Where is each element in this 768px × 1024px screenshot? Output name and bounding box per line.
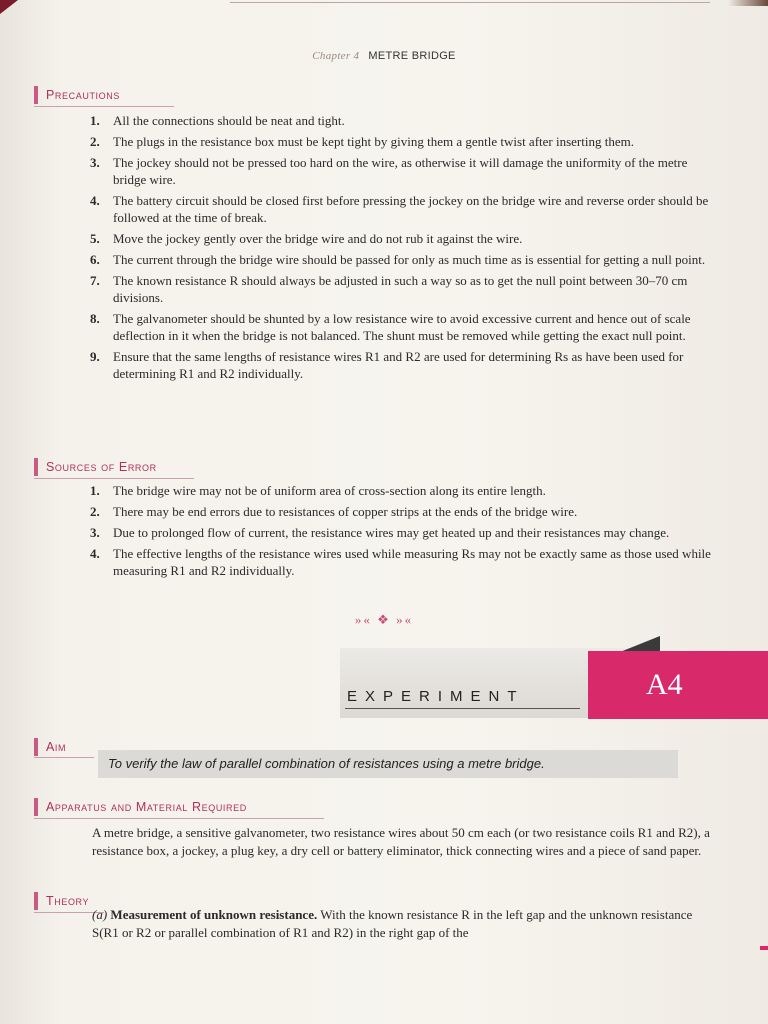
item-number: 2. [90,134,100,149]
item-text: Move the jockey gently over the bridge wire and do not rub it against the wire. [113,231,523,246]
item-text: The known resistance R should always be adjusted in such a way so as to get the null point between 30–70 cm divisions. [113,273,688,305]
item-text: There may be end errors due to resistances of copper strips at the ends of the bridge wire. [113,504,578,519]
apparatus-heading-text: Apparatus and Material Required [46,800,247,814]
list-item [90,192,720,226]
item-text: The current through the bridge wire should be passed for only as much time as is essential for getting a null point. [113,252,706,267]
item-text: All the connections should be neat and tight. [113,113,345,128]
aim-heading-text: Aim [46,740,67,754]
list-item [90,251,720,268]
precautions-rule [34,106,174,107]
errors-list [90,482,720,583]
apparatus-heading [34,798,247,816]
experiment-number-tab: A4 [588,651,768,719]
list-item [90,348,720,382]
item-number: 4. [90,193,100,208]
errors-rule [34,478,194,479]
corner-decoration [0,0,18,14]
theory-paragraph [92,906,722,942]
item-number: 2. [90,504,100,519]
aim-heading [34,738,66,756]
theory-text: With the known resistance R in the left gap and the unknown resistance S(R1 or R2 or parallel combination of R1 and R2) in the right gap of the [92,907,693,940]
list-item [90,133,720,150]
list-item [90,230,720,247]
tab-fold [620,636,660,652]
list-item [90,154,720,188]
item-text: The battery circuit should be closed first before pressing the jockey on the bridge wire and reverse order should be followed at the time of break. [113,193,709,225]
item-text: The jockey should not be pressed too hard on the wire, as otherwise it will damage the uniformity of the metre bridge wire. [113,155,688,187]
item-text: The effective lengths of the resistance wires used while measuring Rs may not be exactly same as those used while measuring R1 and R2 individually. [113,546,711,578]
item-number: 3. [90,155,100,170]
section-separator: »« ❖ »« [354,612,414,627]
precautions-list [90,112,720,386]
theory-label: (a) [92,907,108,922]
list-item [90,524,720,541]
item-number: 9. [90,349,100,364]
apparatus-rule [34,818,324,819]
experiment-word: EXPERIMENT [347,688,525,705]
chapter-label: Chapter 4 [312,50,360,62]
corner-decoration-right [728,0,768,6]
experiment-underline [345,708,580,709]
edge-marker [760,946,768,950]
theory-bold-lead: Measurement of unknown resistance. [110,907,318,922]
list-item [90,545,720,579]
list-item [90,272,720,306]
item-text: Due to prolonged flow of current, the resistance wires may get heated up and their resistances may change. [113,525,670,540]
item-number: 6. [90,252,100,267]
item-number: 8. [90,311,100,326]
item-number: 3. [90,525,100,540]
list-item [90,503,720,520]
list-item [90,310,720,344]
top-rule [230,2,710,3]
list-item [90,482,720,499]
item-text: The bridge wire may not be of uniform area of cross-section along its entire length. [113,483,546,498]
errors-heading [34,458,157,476]
item-number: 7. [90,273,100,288]
item-text: The galvanometer should be shunted by a low resistance wire to avoid excessive current and hence out of scale deflection in it when the bridge is not balanced. The shunt must be removed while getting the exact null point. [113,311,691,343]
item-number: 1. [90,113,100,128]
errors-heading-text: Sources of Error [46,460,157,474]
item-number: 5. [90,231,100,246]
precautions-heading [34,86,120,104]
item-text: Ensure that the same lengths of resistance wires R1 and R2 are used for determining Rs as have been used for determining R1 and R2 individually. [113,349,684,381]
precautions-heading-text: Precautions [46,88,120,102]
list-item [90,112,720,129]
item-number: 1. [90,483,100,498]
apparatus-paragraph: A metre bridge, a sensitive galvanometer, two resistance wires about 50 cm each (or two resistance coils R1 and R2), a resistance box, a jockey, a plug key, a dry cell or battery eliminator, thick connecting wires and a piece of sand paper. [92,825,710,858]
item-text: The plugs in the resistance box must be kept tight by giving them a gentle twist after inserting them. [113,134,634,149]
chapter-title: METRE BRIDGE [368,50,456,62]
aim-rule [34,757,94,758]
aim-box: To verify the law of parallel combination of resistances using a metre bridge. [98,750,678,778]
theory-heading-text: Theory [46,894,90,908]
running-header [0,50,768,62]
theory-heading [34,892,89,910]
item-number: 4. [90,546,100,561]
